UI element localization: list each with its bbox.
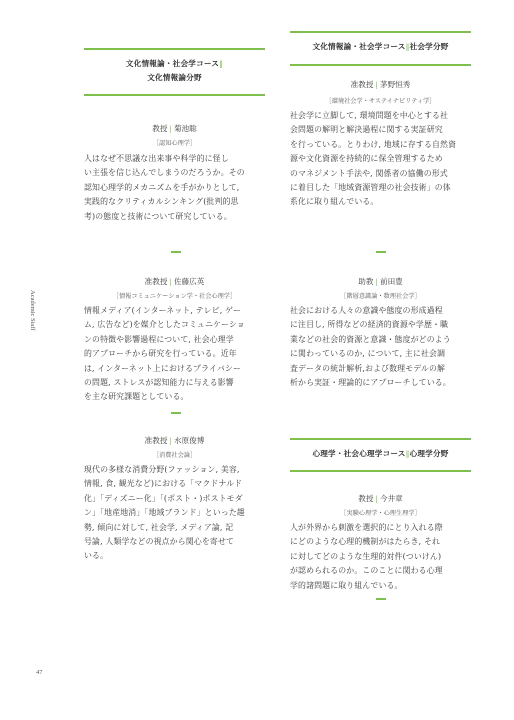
- section-heading-psychology: 心理学・社会心理学コース‖心理学分野: [312, 449, 449, 458]
- section-rule-top: [290, 438, 471, 440]
- page-number: 47: [36, 669, 43, 676]
- section-heading-sociology: 文化情報論・社会学コース‖社会学分野: [312, 42, 449, 51]
- staff-name: 教授 | 菊池聡: [152, 124, 197, 133]
- staff-description: 情報メディア(インターネット, テレビ, ゲー ム, 広告など)を媒介としたコミュニケーショ ンの特徴や影響過程について, 社会心理学 的アプローチから研究を行っている。近年 は, インターネット上におけるプライバシー の問題, ストレスが認知能力に与える影響 を主な研究課題としている。: [84, 306, 245, 402]
- section-rule-top: [84, 48, 265, 50]
- staff-name: 教授 | 今井章: [358, 494, 403, 503]
- divider-dash: [376, 251, 386, 253]
- staff-field: ［環境社会学・サステイナビリティ学］: [325, 98, 436, 105]
- section-rule-top: [290, 31, 471, 33]
- divider-dash: [171, 251, 181, 253]
- side-label: Academic Staff: [29, 290, 36, 331]
- section-heading-line2: 文化情報論分野: [147, 73, 202, 82]
- staff-field: ［階層意識論・数理社会学］: [340, 293, 421, 300]
- staff-field: ［消費社会論］: [152, 452, 197, 459]
- section-heading-line1: 文化情報論・社会学コース: [125, 59, 220, 68]
- section-rule-bottom: [290, 64, 471, 66]
- staff-description: 社会における人々の意識や態度の形成過程 に注目し, 所得などの経済的資源や学歴・職 業などの社会的資源と意識・態度がどのよう に関わっているのか, について, 主に社会調 査データの統計解析,および数理モデルの解 析から実証・理論的にアプローチしている。: [290, 306, 451, 388]
- staff-description: 人が外界から刺激を選択的にとり入れる際 にどのような心理的機制がはたらき, それ に対してどのような生理的対件(ついけん) が認められるのか。このことに関わる心理 学的諸問題に取り組んでいる。: [290, 523, 443, 590]
- staff-field: ［情報コミュニケーション学・社会心理学］: [112, 293, 237, 300]
- section-separator: ‖: [219, 59, 224, 68]
- divider-dash: [171, 412, 181, 414]
- staff-description: 社会学に立脚して, 環境問題を中心とする社 会問題の解明と解決過程に関する実証研究 を行っている。とりわけ, 地域に存する自然資 源や文化資源を持続的に保全管理するため のマネジメント手法や, 関係者の協働の形式 に着目した「地域資源管理の社会技術」の体 系化に取り組んでいる。: [290, 111, 457, 207]
- section-rule-bottom: [84, 94, 265, 96]
- section-rule-bottom: [290, 470, 471, 472]
- section-heading-cultural: [84, 57, 265, 85]
- divider-dash: [376, 598, 386, 600]
- staff-name: 助教 | 前田豊: [358, 277, 403, 286]
- staff-name: 准教授 | 茅野恒秀: [350, 80, 411, 89]
- staff-description: 人はなぜ不思議な出来事や科学的に怪し い主張を信じ込んでしまうのだろうか。その 認知心理学的メカニズムを手がかりとして, 実践的なクリティカルシンキング(批判的思 考)の態度と技術について研究している。: [84, 154, 245, 221]
- staff-field: ［実験心理学・心理生理学］: [340, 510, 421, 517]
- staff-description: 現代の多様な消費分野(ファッション, 美容, 情報, 食, 観光など)における「マクドナルド 化」「ディズニー化」「(ポスト・)ポストモダ ン」「地産地消」「地域ブランド」といった趨 勢, 傾向に対して, 社会学, メディア論, 記 号論, 人類学などの視点から関心を寄せて いる。: [84, 465, 245, 561]
- staff-name: 准教授 | 水原俊博: [144, 436, 205, 445]
- staff-name: 准教授 | 佐藤広英: [144, 277, 205, 286]
- staff-field: ［認知心理学］: [152, 140, 197, 147]
